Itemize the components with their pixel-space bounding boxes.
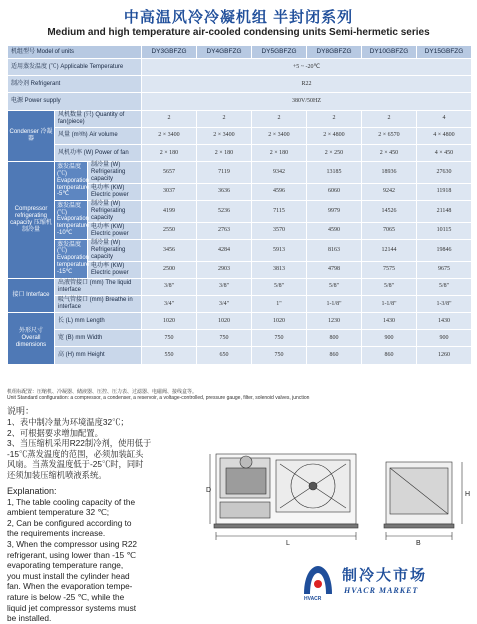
table-cell: 3/8" <box>197 278 252 295</box>
explanation-line-en: you must install the cylinder head <box>7 570 130 581</box>
dimensions-group-label: 外形尺寸 Overall dimensions <box>8 313 55 365</box>
dimension-label-d: D <box>206 487 212 494</box>
table-cell: 1020 <box>142 313 197 330</box>
dimension-row-label: 宽 (B) mm Width <box>55 330 142 347</box>
config-note-en: Unit Standard configuration: a compressor, a condenser, a reservoir, a voltage-controlled, pressure gauge, filter, solenoid valves, junction <box>7 395 310 401</box>
table-cell: 4798 <box>307 261 362 278</box>
table-cell: 4 × 4800 <box>417 127 472 144</box>
table-cell: 4590 <box>307 222 362 239</box>
table-cell: 9979 <box>307 200 362 222</box>
compressor-row-label: 电功率 (KW) Electric power <box>88 261 142 278</box>
table-cell: 4199 <box>142 200 197 222</box>
model-header: DY8GBFZG <box>307 46 362 59</box>
table-cell: 5236 <box>197 200 252 222</box>
table-cell: 1430 <box>362 313 417 330</box>
table-cell: 750 <box>252 330 307 347</box>
hvacr-logo-icon <box>300 562 336 598</box>
table-cell: 4284 <box>197 239 252 261</box>
refrigerant-value: R22 <box>142 76 472 93</box>
explanation-line-cn: 2、可根据要求增加配置。 <box>7 427 103 438</box>
table-cell: 3570 <box>252 222 307 239</box>
table-cell: 2 × 450 <box>362 144 417 161</box>
explanation-line-cn: 3、当压缩机采用R22制冷剂，使用低于 <box>7 438 152 449</box>
table-cell: 10115 <box>417 222 472 239</box>
table-row <box>8 144 472 161</box>
table-cell: 750 <box>252 347 307 364</box>
dimension-label-h: H <box>465 491 471 498</box>
compressor-row-label: 电功率 (KW) Electric power <box>88 183 142 200</box>
compressor-row-label: 制冷量 (W) Refrigerating capacity <box>88 239 142 261</box>
table-cell: 2550 <box>142 222 197 239</box>
interface-group-label: 接口 Interface <box>8 278 55 312</box>
explanation-line-cn: -15℃蒸发温度的范围，必须加装缸头 <box>7 448 144 459</box>
logo-text-en: HVACR MARKET <box>344 586 419 595</box>
condenser-row-label: 风机功率 (W) Power of fan <box>55 144 142 161</box>
table-cell: 1-1/8" <box>307 295 362 312</box>
dimension-row-label: 长 (L) mm Length <box>55 313 142 330</box>
table-cell: 2 × 4800 <box>307 127 362 144</box>
table-cell: 3636 <box>197 183 252 200</box>
table-cell: 5/8" <box>417 278 472 295</box>
table-cell: 2 <box>142 110 197 127</box>
table-cell: 12144 <box>362 239 417 261</box>
explanation-line-en: fan. When the evaporation tempe- <box>7 581 133 592</box>
table-cell: 3037 <box>142 183 197 200</box>
table-cell: 21148 <box>417 200 472 222</box>
table-cell: 800 <box>307 330 362 347</box>
explanation-title-cn: 说明： <box>7 406 35 416</box>
table-cell: 8163 <box>307 239 362 261</box>
table-row <box>8 200 472 222</box>
refrigerant-label: 制冷剂 Refrigerant <box>8 76 142 93</box>
page-title: 中高温风冷冷凝机组 半封闭系列 <box>123 9 354 26</box>
table-cell: 2903 <box>197 261 252 278</box>
table-row <box>8 239 472 261</box>
table-cell: 2 × 180 <box>252 144 307 161</box>
table-cell: 550 <box>142 347 197 364</box>
table-cell: 3813 <box>252 261 307 278</box>
table-row <box>8 93 472 110</box>
applicable-temperature-label: 适用蒸发温度 (℃) Applicable Temperature <box>8 59 142 76</box>
dimension-row-label: 高 (H) mm Height <box>55 347 142 364</box>
table-cell: 2 × 3400 <box>252 127 307 144</box>
explanation-line-en: ambient temperature 32 ℃; <box>7 507 110 518</box>
table-cell: 7575 <box>362 261 417 278</box>
table-cell: 7115 <box>252 200 307 222</box>
table-cell: 6060 <box>307 183 362 200</box>
table-row <box>8 76 472 93</box>
table-cell: 2 × 3400 <box>197 127 252 144</box>
side-view <box>384 462 462 540</box>
compressor-row-label: 制冷量 (W) Refrigerating capacity <box>88 200 142 222</box>
model-header: DY10GBFZG <box>362 46 417 59</box>
table-cell: 750 <box>197 330 252 347</box>
table-cell: 19846 <box>417 239 472 261</box>
table-cell: 5/8" <box>362 278 417 295</box>
compressor-group-label: Compressor refrigerating capacity 压缩机制冷量 <box>8 162 55 279</box>
table-cell: 2 <box>197 110 252 127</box>
explanation-line-en: rature is below -25 ℃, while the <box>7 591 125 602</box>
model-header: DY5GBFZG <box>252 46 307 59</box>
table-cell: 14526 <box>362 200 417 222</box>
logo-text-cn: 制冷大市场 <box>342 567 428 584</box>
table-cell: 1020 <box>252 313 307 330</box>
table-row <box>8 59 472 76</box>
explanation-cn-list <box>7 417 203 481</box>
table-cell: 5/8" <box>252 278 307 295</box>
explanation-line-en: refrigerant, using lower than -15 ℃ <box>7 549 136 560</box>
table-row <box>8 162 472 184</box>
explanation-line-en: the requirements increase. <box>7 528 106 539</box>
table-cell: 1" <box>252 295 307 312</box>
table-cell: 18936 <box>362 162 417 184</box>
explanation-line-en: evaporating temperature range, <box>7 560 124 571</box>
explanation-title-en: Explanation: <box>7 485 57 496</box>
spec-table <box>7 45 472 365</box>
table-row <box>8 278 472 295</box>
interface-row-label: 吸气管接口 (mm) Breathe in interface <box>55 295 142 312</box>
front-view <box>210 454 358 540</box>
model-header: DY4GBFZG <box>197 46 252 59</box>
logo-text-sub: HVACR <box>304 596 322 602</box>
table-cell: 650 <box>197 347 252 364</box>
table-cell: 9675 <box>417 261 472 278</box>
evaporation-temp-label: 蒸发温度 (℃) Evaporation temperature -10℃ <box>55 200 88 239</box>
condenser-row-label: 风量 (m³/h) Air volume <box>55 127 142 144</box>
explanation-line-en: liquid jet compressor systems must <box>7 602 137 613</box>
table-row <box>8 46 472 59</box>
interface-row-label: 出液管接口 (mm) The liquid interface <box>55 278 142 295</box>
table-cell: 750 <box>142 330 197 347</box>
table-row <box>8 313 472 330</box>
table-cell: 2 × 6570 <box>362 127 417 144</box>
table-row <box>8 295 472 312</box>
explanation <box>7 406 203 624</box>
table-cell: 1-1/8" <box>362 295 417 312</box>
table-cell: 7119 <box>197 162 252 184</box>
table-cell: 2 × 180 <box>142 144 197 161</box>
table-row <box>8 347 472 364</box>
condenser-group-label: Condenser 冷凝器 <box>8 110 55 162</box>
table-row <box>8 127 472 144</box>
table-cell: 1260 <box>417 347 472 364</box>
table-cell: 900 <box>362 330 417 347</box>
evaporation-temp-label: 蒸发温度 (℃) Evaporation temperature -5℃ <box>55 162 88 201</box>
dimension-label-b: B <box>416 540 421 547</box>
table-cell: 5913 <box>252 239 307 261</box>
explanation-en-list <box>7 497 203 624</box>
condenser-row-label: 风机数量 (只) Quantity of fan(piece) <box>55 110 142 127</box>
model-header: DY15GBFZG <box>417 46 472 59</box>
table-cell: 3/4" <box>197 295 252 312</box>
table-row <box>8 330 472 347</box>
table-cell: 9242 <box>362 183 417 200</box>
table-cell: 3/4" <box>142 295 197 312</box>
table-cell: 1020 <box>197 313 252 330</box>
model-header: DY3GBFZG <box>142 46 197 59</box>
page-subtitle: Medium and high temperature air-cooled condensing units Semi-hermetic series <box>47 27 430 38</box>
explanation-line-en: 2, Can be configured according to <box>7 517 132 528</box>
table-cell: 2 × 250 <box>307 144 362 161</box>
table-cell: 860 <box>362 347 417 364</box>
table-cell: 4 × 450 <box>417 144 472 161</box>
explanation-line-cn: 还须加装压缩机喷液系统。 <box>7 469 107 480</box>
table-cell: 2 × 3400 <box>142 127 197 144</box>
table-cell: 860 <box>307 347 362 364</box>
explanation-line-en: be installed. <box>7 613 52 624</box>
table-cell: 13185 <box>307 162 362 184</box>
table-cell: 1-3/8" <box>417 295 472 312</box>
power-supply-label: 电源 Power supply <box>8 93 142 110</box>
table-cell: 3456 <box>142 239 197 261</box>
applicable-temperature-value: +5 ~ -20℃ <box>142 59 472 76</box>
table-cell: 2 × 180 <box>197 144 252 161</box>
evaporation-temp-label: 蒸发温度 (℃) Evaporation temperature -15℃ <box>55 239 88 278</box>
dimension-label-l: L <box>286 540 290 547</box>
explanation-line-en: 1, The table cooling capacity of the <box>7 496 136 507</box>
table-cell: 2 <box>252 110 307 127</box>
table-cell: 900 <box>417 330 472 347</box>
unit-drawing <box>206 432 474 550</box>
config-note-cn: 机组标配置：压缩机、冷凝器、储液器、压控、压力表、过滤器、电磁阀、接线盒等。 <box>7 389 198 395</box>
table-cell: 2763 <box>197 222 252 239</box>
table-cell: 2 <box>307 110 362 127</box>
table-cell: 1430 <box>417 313 472 330</box>
table-cell: 9342 <box>252 162 307 184</box>
explanation-line-cn: 1、表中制冷量为环境温度32℃； <box>7 417 129 427</box>
table-cell: 11918 <box>417 183 472 200</box>
power-supply-value: 380V/50HZ <box>142 93 472 110</box>
brand-logo <box>300 560 472 606</box>
table-cell: 1230 <box>307 313 362 330</box>
explanation-line-en: 3, When the compressor using R22 <box>7 538 138 549</box>
model-label: 机组型号 Model of units <box>8 46 142 59</box>
table-cell: 5/8" <box>307 278 362 295</box>
compressor-row-label: 制冷量 (W) Refrigerating capacity <box>88 162 142 184</box>
table-cell: 5657 <box>142 162 197 184</box>
table-cell: 2 <box>362 110 417 127</box>
table-cell: 27630 <box>417 162 472 184</box>
explanation-line-cn: 风扇。当蒸发温度低于-25℃时，同时 <box>7 459 144 470</box>
table-cell: 4 <box>417 110 472 127</box>
compressor-row-label: 电功率 (KW) Electric power <box>88 222 142 239</box>
table-row <box>8 110 472 127</box>
table-cell: 2500 <box>142 261 197 278</box>
table-cell: 3/8" <box>142 278 197 295</box>
table-cell: 7065 <box>362 222 417 239</box>
table-cell: 4596 <box>252 183 307 200</box>
